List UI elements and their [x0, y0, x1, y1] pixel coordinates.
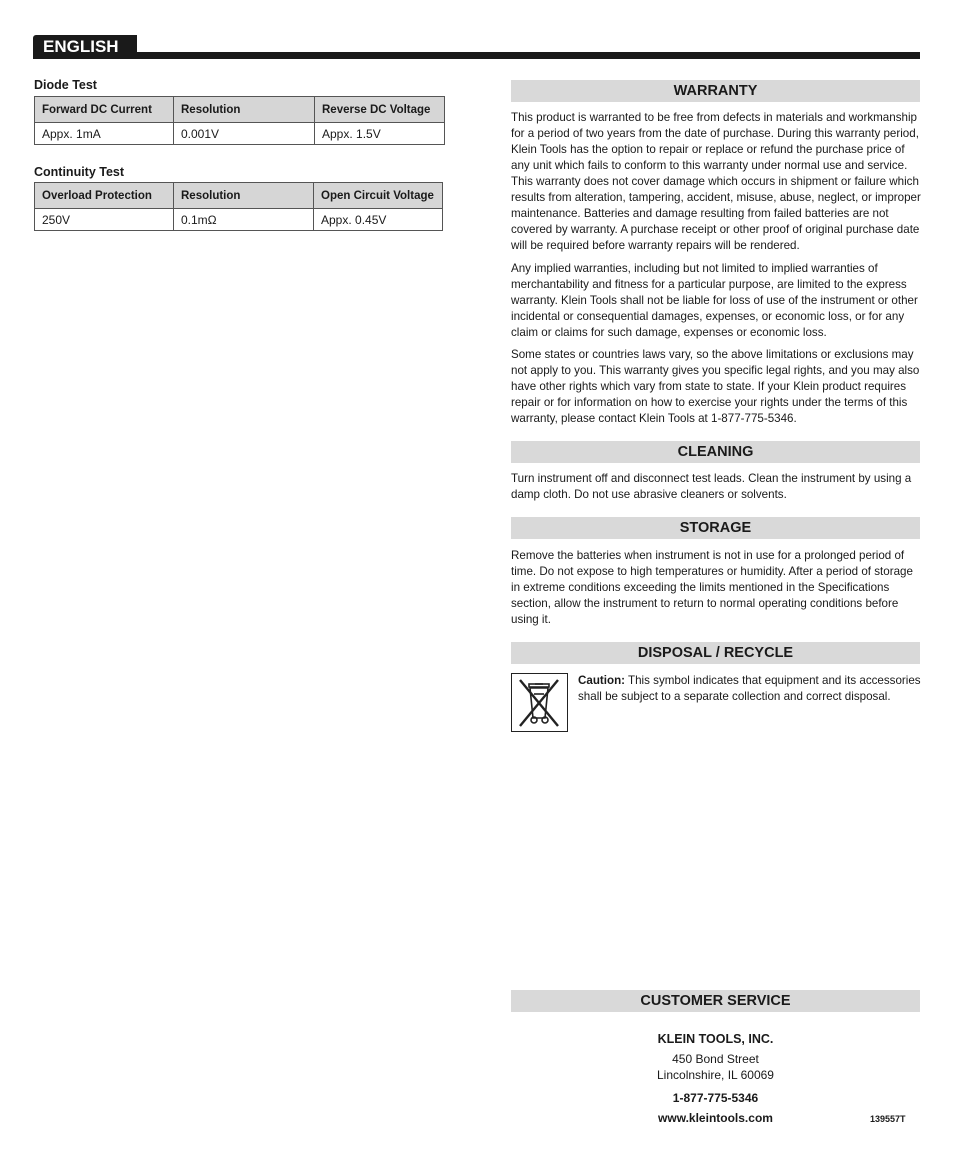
column-header: Reverse DC Voltage: [315, 97, 445, 123]
column-header: Resolution: [174, 183, 314, 209]
phone-number: 1-877-775-5346: [672, 1091, 759, 1105]
caution-text: This symbol indicates that equipment and its accessories shall be subject to a separate collection and correct disposal.: [578, 674, 921, 703]
diode-test-table: [34, 96, 445, 145]
table-header-row: [35, 97, 445, 123]
header-rule: [33, 52, 920, 59]
table-cell: 250V: [35, 209, 174, 231]
address-line-2: Lincolnshire, IL 60069: [657, 1068, 774, 1082]
address-line-1: 450 Bond Street: [672, 1052, 759, 1066]
table-row: [35, 123, 445, 145]
table-cell: Appx. 1.5V: [315, 123, 445, 145]
table-cell: Appx. 1mA: [35, 123, 174, 145]
crossed-out-wheeled-bin-icon: [511, 673, 568, 732]
language-tab: ENGLISH: [33, 35, 137, 59]
warranty-paragraph-2: Any implied warranties, including but not limited to implied warranties of merchantability and fitness for a particular purpose, are limited to the express warranty. Klein Tools shall not be liable for loss of use of the instrument or other incidental or consequential damages, expenses, or economic loss, or for any claim or claims for such damage, expenses or economic loss.: [511, 262, 918, 339]
table-cell: 0.001V: [174, 123, 315, 145]
storage-heading: STORAGE: [511, 517, 920, 539]
warranty-paragraph-1: This product is warranted to be free from defects in materials and workmanship for a period of two years from the date of purchase. During this warranty period, Klein Tools has the option to repair or replace or refund the purchase price of any unit which fails to conform to this warranty under normal use and service. This warranty does not cover damage which occurs in shipment or failure which results from alteration, tampering, accident, misuse, abuse, neglect, or improper maintenance. Batteries and damage resulting from failed batteries are not covered by warranty. A purchase receipt or other proof of original purchase date will be required before warranty repairs will be rendered.: [511, 111, 921, 252]
table-cell: 0.1mΩ: [174, 209, 314, 231]
caution-label: Caution:: [578, 674, 626, 687]
storage-paragraph: Remove the batteries when instrument is not in use for a prolonged period of time. Do not expose to high temperatures or humidity. After a period of storage in extreme conditions exceeding the limits mentioned in the Specifications section, allow the instrument to return to normal operating conditions before using it.: [511, 549, 913, 626]
warranty-heading: WARRANTY: [511, 80, 920, 102]
column-header: Overload Protection: [35, 183, 174, 209]
cleaning-paragraph: Turn instrument off and disconnect test leads. Clean the instrument by using a damp cloth. Do not use abrasive cleaners or solvents.: [511, 472, 912, 501]
website-link[interactable]: www.kleintools.com: [658, 1111, 773, 1125]
table-header-row: [35, 183, 443, 209]
disposal-caution: [578, 673, 923, 705]
continuity-test-table: [34, 182, 443, 231]
table-row: [35, 209, 443, 231]
table-cell: Appx. 0.45V: [314, 209, 443, 231]
continuity-test-title: Continuity Test: [34, 165, 125, 179]
column-header: Forward DC Current: [35, 97, 174, 123]
column-header: Resolution: [174, 97, 315, 123]
warranty-paragraph-3: Some states or countries laws vary, so the above limitations or exclusions may not apply to you. This warranty gives you specific legal rights, and you may also have other rights which vary from state to state. If your Klein product requires repair or for information on how to exercise your rights under the terms of this warranty, please contact Klein Tools at 1-877-775-5346.: [511, 348, 920, 425]
column-header: Open Circuit Voltage: [314, 183, 443, 209]
customer-service-heading: CUSTOMER SERVICE: [511, 990, 920, 1012]
cleaning-heading: CLEANING: [511, 441, 920, 463]
company-name: KLEIN TOOLS, INC.: [657, 1032, 774, 1046]
diode-test-title: Diode Test: [34, 78, 97, 92]
disposal-heading: DISPOSAL / RECYCLE: [511, 642, 920, 664]
document-number: 139557T: [870, 1114, 906, 1124]
